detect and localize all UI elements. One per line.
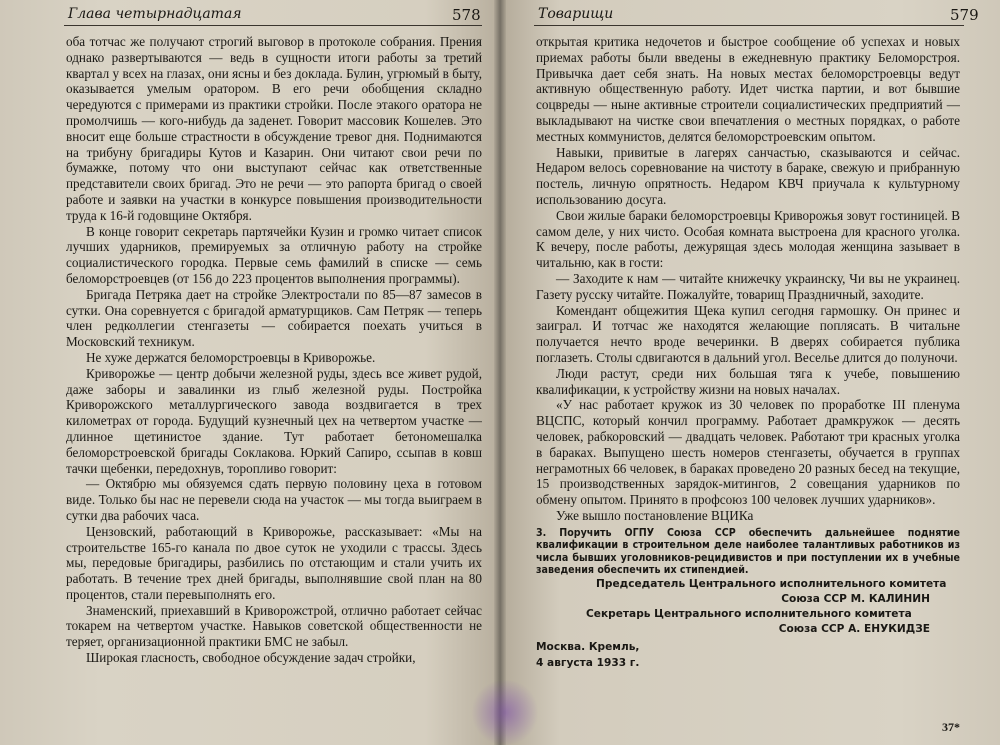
decree-text: 3. Поручить ОГПУ Союза ССР обеспечить дальнейшее поднятие квалификации в строительном деле наиболее талантливых работников из числа бывших уголовников-рецидивистов и при поступлении их в учебные заведения обеспечить их стипендией. xyxy=(536,526,960,577)
paragraph: Уже вышло постановление ВЦИКа xyxy=(556,507,754,523)
right-page-body xyxy=(536,34,960,737)
paragraph: Свои жилые бараки беломорстроевцы Криворожья зовут гостиницей. В самом деле, у них чисто. Особая комната выстроена для красного уголка. К вечеру, после работы, дежурящая здесь молодая женщина зазывает в читальню, как в гости: xyxy=(536,207,960,271)
secretary-name: Союза ССР А. ЕНУКИДЗЕ xyxy=(778,623,930,636)
signature-mark: 37* xyxy=(942,720,960,734)
paragraph: Комендант общежития Щека купил сегодня гармошку. Он принес и заиграл. И тотчас же находятся желающие поплясать. В читальне получается нечто вроде вечеринки. В дверях собирается публика поглазеть. Столы сдвигаются в дальний угол. Веселье длится до полуночи. xyxy=(536,302,960,365)
signature-block xyxy=(536,577,960,637)
ink-stain xyxy=(470,680,540,745)
chair-name: Союза ССР М. КАЛИНИН xyxy=(781,593,930,606)
secretary-title: Секретарь Центрального исполнительного комитета xyxy=(586,608,912,621)
paragraph: Навыки, привитые в лагерях санчастью, сказываются и сейчас. Недаром велось соревнование на чистоту в бараке, свежую и прибранную постель, личную опрятность. Недаром КВЧ приучала к культурному использованию досуга. xyxy=(536,144,960,207)
paragraph: Бригада Петряка дает на стройке Электростали по 85—87 замесов в сутки. Она соревнуется с бригадой арматурщиков. Сам Петряк — теперь член редколлегии стенгазеты — собирается поехать учиться в Московский техникум. xyxy=(66,286,482,350)
paragraph: Не хуже держатся беломорстроевцы в Криворожье. xyxy=(86,349,376,365)
paragraph: открытая критика недочетов и быстрое сообщение об успехах и новых приемах работы были введены в ежедневную практику Беломорстроя. Привычка дает себя знать. На новых местах беломорстроевцы ведут активную общественную работу. Идет чистка партии, и вот бывшие соцвреды — ныне активные строители социалистических предприятий — выкладывают на чистке свои впечатления о местных порядках, о работе местных коммунистов, делятся беломорстроевским опытом. xyxy=(536,34,960,144)
left-page-body xyxy=(66,34,482,737)
right-header-rule xyxy=(534,25,964,26)
left-page-number: 578 xyxy=(452,6,481,24)
book-gutter xyxy=(494,0,506,745)
left-header-rule xyxy=(64,25,482,26)
paragraph: Знаменский, приехавший в Криворожстрой, отлично работает сейчас токарем на четвертом участке. Навыков советской общественности не теряет, организационной практики БМС не забыл. xyxy=(66,602,482,650)
right-page-number: 579 xyxy=(950,6,979,24)
paragraph: оба тотчас же получают строгий выговор в протоколе собрания. Прения однако развертываются — ведь в сущности итоги работы за третий квартал у всех на глазах, они ясны и без доклада. Булин, угрюмый в быту, оказывается умелым оратором. В его речи обобщения складно чередуются с примерами из практики стройки. После этакого оратора не промолчишь — кого-нибудь да заденет. Говорит массовик Кошелев. Это вносит еще больше страстности в обсуждение тревог дня. Поднимаются на трибуну бригадиры Кутов и Казарин. Они читают свои речи по бумажке, потому что они выступают сейчас как ответственные представители своих бригад. Это не речи — это рапорта бригад о своей работе и заявки на участки в конкурсе повышения производительности труда к 16-й годовщине Октября. xyxy=(66,34,482,223)
left-chapter-title: Глава четырнадцатая xyxy=(68,6,242,22)
paragraph: — Октябрю мы обязуемся сдать первую половину цеха в готовом виде. Только бы нас не перевели сюда на участок — мы тогда выиграем в сутки два рабочих часа. xyxy=(66,476,482,523)
paragraph: В конце говорит секретарь партячейки Кузин и громко читает список лучших ударников, премируемых за отличную работу на стройке социалистического городка. Первые семь фамилий в списке — семь беломорстроевцев (от 156 до 223 процентов выполнения программы). xyxy=(66,223,482,286)
decree-excerpt xyxy=(536,527,960,577)
place-line: Москва. Кремль, xyxy=(536,641,640,654)
paragraph: Широкая гласность, свободное обсуждение задач стройки, xyxy=(86,650,416,666)
date-line: 4 августа 1933 г. xyxy=(536,657,640,670)
paragraph: — Заходите к нам — читайте книжечку украинску, Чи вы не украинец. Газету русску читайте. Пожалуйте, товарищ Праздничный, заходите. xyxy=(536,270,960,302)
paragraph: Люди растут, среди них большая тяга к учебе, повышению квалификации, к устройству жизни на новых началах. xyxy=(536,365,960,397)
paragraph: Криворожье — центр добычи железной руды, здесь все живет рудой, даже заборы и завалинки из глыб железной руды. Постройка Криворожского металлургического завода воздвигается в трех километрах от города. Будущий кузнечный цех на четвертом участке — длинное щетинистое здание. Тут работает бетономешалка беломорстроевской бригады Соклакова. Юркий Сапиро, ссыпав в ковш тачки щебенки, передохнув, торопливо говорит: xyxy=(66,365,482,476)
paragraph: Цензовский, работающий в Криворожье, рассказывает: «Мы на строительстве 165-го канала по двое суток не уходили с трассы. Здесь мы, передовые бригадиры, разбились по отстающим и стали учить их работать. В течение трех дней бригады, выполнявшие свой план на 80 процентов, стали перевыполнять его. xyxy=(66,523,482,602)
paragraph: «У нас работает кружок из 30 человек по проработке III пленума ВЦСПС, который кончил программу. Работает драмкружок — десять человек, рабкоровский — двадцать человек. Работают три красных уголка в бараках. Выпущено шесть номеров стенгазеты, обучается в группах неграмотных 66 человек, в бараках проведено 20 разных бесед на текущие, 15 производственных зарядок-митингов, 2 совещания ударников по обмену опытом. Принято в профсоюз 100 человек лучших ударников». xyxy=(536,397,960,508)
right-page xyxy=(500,0,1000,745)
chair-title: Председатель Центрального исполнительного комитета xyxy=(596,578,947,591)
right-chapter-title: Товарищи xyxy=(538,6,614,22)
